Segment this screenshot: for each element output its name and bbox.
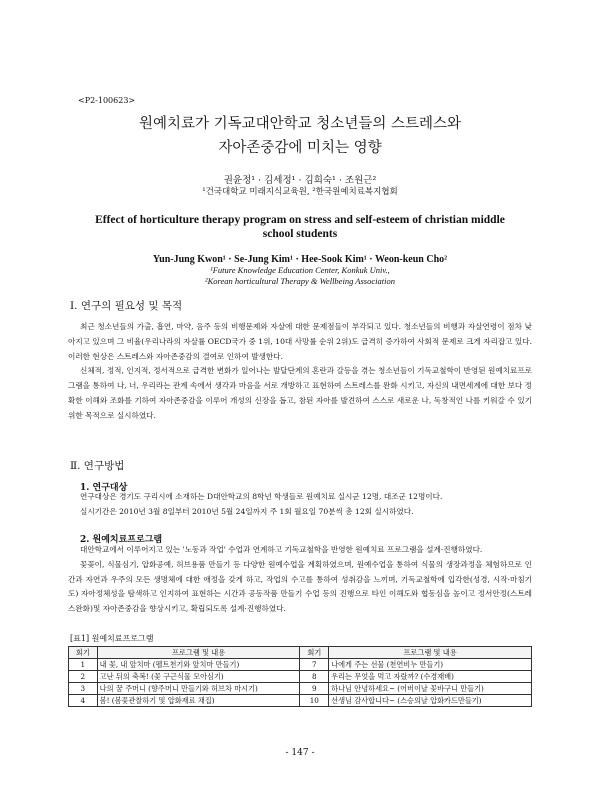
table-header-row — [69, 647, 532, 659]
session-number: 7 — [300, 659, 329, 671]
header-content-2: 프로그램 및 내용 — [329, 647, 532, 659]
korean-affiliations: ¹건국대학교 미래지식교육원, ²한국원예치료복지협회 — [202, 187, 398, 197]
korean-authors: 권윤정¹ · 김세정¹ · 김희숙¹ · 조원근² — [223, 175, 377, 186]
subsection1-paragraph-1: 연구대상은 경기도 구리시에 소재하는 D대안학교의 8학년 학생들로 원예치료 실시군 12명, 대조군 12명이다. — [80, 492, 443, 501]
english-affiliation-1: ¹Future Knowledge Education Center, Konkuk Univ., — [210, 265, 390, 275]
subsection2-body — [68, 543, 532, 617]
subsection1-body — [68, 490, 532, 520]
english-affiliation-2: ²Korean horticultural Therapy & Wellbeing Association — [205, 276, 395, 286]
session-number: 2 — [69, 671, 98, 683]
english-affiliations — [60, 265, 540, 287]
korean-title-line2: 자아존중감에 미치는 영향 — [218, 140, 382, 156]
session-content: 나의 꿈 주머니 (향주머니 만들기와 허브차 마시기) — [97, 683, 300, 695]
table-row — [69, 683, 532, 695]
section1-heading: Ⅰ. 연구의 필요성 및 목적 — [70, 300, 183, 312]
table-caption: [표1] 원예치료프로그램 — [70, 634, 154, 643]
section1-paragraph-2: 신체적, 정적, 인지적, 정서적으로 급격한 변화가 일어나는 발달단계의 혼란과 갈등을 겪는 청소년들이 기독교철학이 반영된 원예치료프로그램을 통하여 나, 너, 우리라는 관계 속에서 생각과 마음을 서로 개방하고 표현하여 스트레스를 완화 시키고, 자신의 내면세계에 대한 보다 정확한 이해와 조화를 기하여 자아존중감을 이루어 개성의 신장을 돕고, 참된 자아를 발견하여 스스로 새로운 나, 독창적인 나를 키워갈 수 있기 위한 목적으로 실시하였다. — [68, 366, 532, 420]
session-content: 고난 뒤의 축복! (꽃 구근식물 모아심기) — [97, 671, 300, 683]
subsection1-heading: 1. 연구대상 — [80, 483, 128, 493]
section1-body — [68, 320, 532, 424]
session-number: 8 — [300, 671, 329, 683]
korean-title-line1: 원예치료가 기독교대안학교 청소년들의 스트레스와 — [139, 116, 461, 132]
subsection2-paragraph-1: 대안학교에서 이루어지고 있는 '노동과 작업' 수업과 연계하고 기독교철학을 반영한 원예치료 프로그램을 설계·진행하였다. — [80, 545, 483, 554]
subsection2-paragraph-2: 꽃꽂이, 식물심기, 압화공예, 허브용품 만들기 등 다양한 원예수업을 계획하였으며, 원예수업을 통하여 식물의 생장과정을 체험하므로 인간과 자연과 우주의 모든 생명체에 대한 애정을 갖게 하고, 작업의 수고를 통하여 성취감을 느끼며, 기독교철학에 입각한(성경, 시작·마침기도) 자아정체성을 탐색하고 인지하여 표현하는 시간과 공동작품 만들기 수업 등의 진행으로 타인 이해도와 협동심을 높이고 정서안정(스트레스완화)및 자아존중감을 향상시키고, 확립되도록 설계·진행하였다. — [68, 559, 532, 614]
session-content: 하나님 안녕하세요~ (어버이날 꽃바구니 만들기) — [329, 683, 532, 695]
session-content: 나에게 주는 선물 (천연비누 만들기) — [329, 659, 532, 671]
session-content: 선생님 감사합니다~ (스승의날 압화카드만들기) — [329, 695, 532, 707]
session-content: 내 꽃, 내 앞치마 (펠트천기와 앞치마 만들기) — [97, 659, 300, 671]
table-row — [69, 659, 532, 671]
subsection1-paragraph-2: 실시기간은 2010년 3월 8일부터 2010년 5월 24일까지 주 1회 월요일 70분씩 총 12회 실시하였다. — [80, 506, 414, 516]
program-table — [68, 646, 532, 707]
session-number: 10 — [300, 695, 329, 707]
table-row — [69, 671, 532, 683]
session-number: 4 — [69, 695, 98, 707]
header-session-1: 회기 — [69, 647, 98, 659]
session-content: 우리는 무엇을 먹고 자랐까? (수경재배) — [329, 671, 532, 683]
section1-paragraph-1: 최근 청소년들의 가출, 흡연, 마약, 음주 등의 비행문제와 자살에 대한 문제점들이 부각되고 있다. 청소년들의 비행과 자살연령이 점차 낮아지고 있으며 그 비율(우리나라의 자살률 OECD국가 중 1위, 10대 사망률 순위 2위)도 급격히 증가하여 사회적 문제로 크게 자리잡고 있다. 이러한 현상은 스트레스와 자아존중감의 결여로 인하여 발생한다. — [68, 322, 532, 361]
session-number: 9 — [300, 683, 329, 695]
session-number: 3 — [69, 683, 98, 695]
session-number: 1 — [69, 659, 98, 671]
header-content-1: 프로그램 및 내용 — [97, 647, 300, 659]
english-title: Effect of horticulture therapy program on stress and self-esteem of christian middle school students — [95, 214, 505, 240]
paper-code: <P2-100623> — [78, 96, 136, 105]
english-authors: Yun-Jung Kwon¹ · Se-Jung Kim¹ · Hee-Sook Kim¹ · Weon-keun Cho² — [152, 254, 448, 265]
korean-title — [60, 112, 540, 160]
section2-heading: Ⅱ. 연구방법 — [70, 460, 125, 472]
session-content: 봄! (봄꽃관찰하기 및 압화재료 채집) — [97, 695, 300, 707]
page-number: - 147 - — [285, 748, 315, 758]
header-session-2: 회기 — [300, 647, 329, 659]
table-row — [69, 695, 532, 707]
subsection2-heading: 2. 원예치료프로그램 — [80, 535, 163, 545]
